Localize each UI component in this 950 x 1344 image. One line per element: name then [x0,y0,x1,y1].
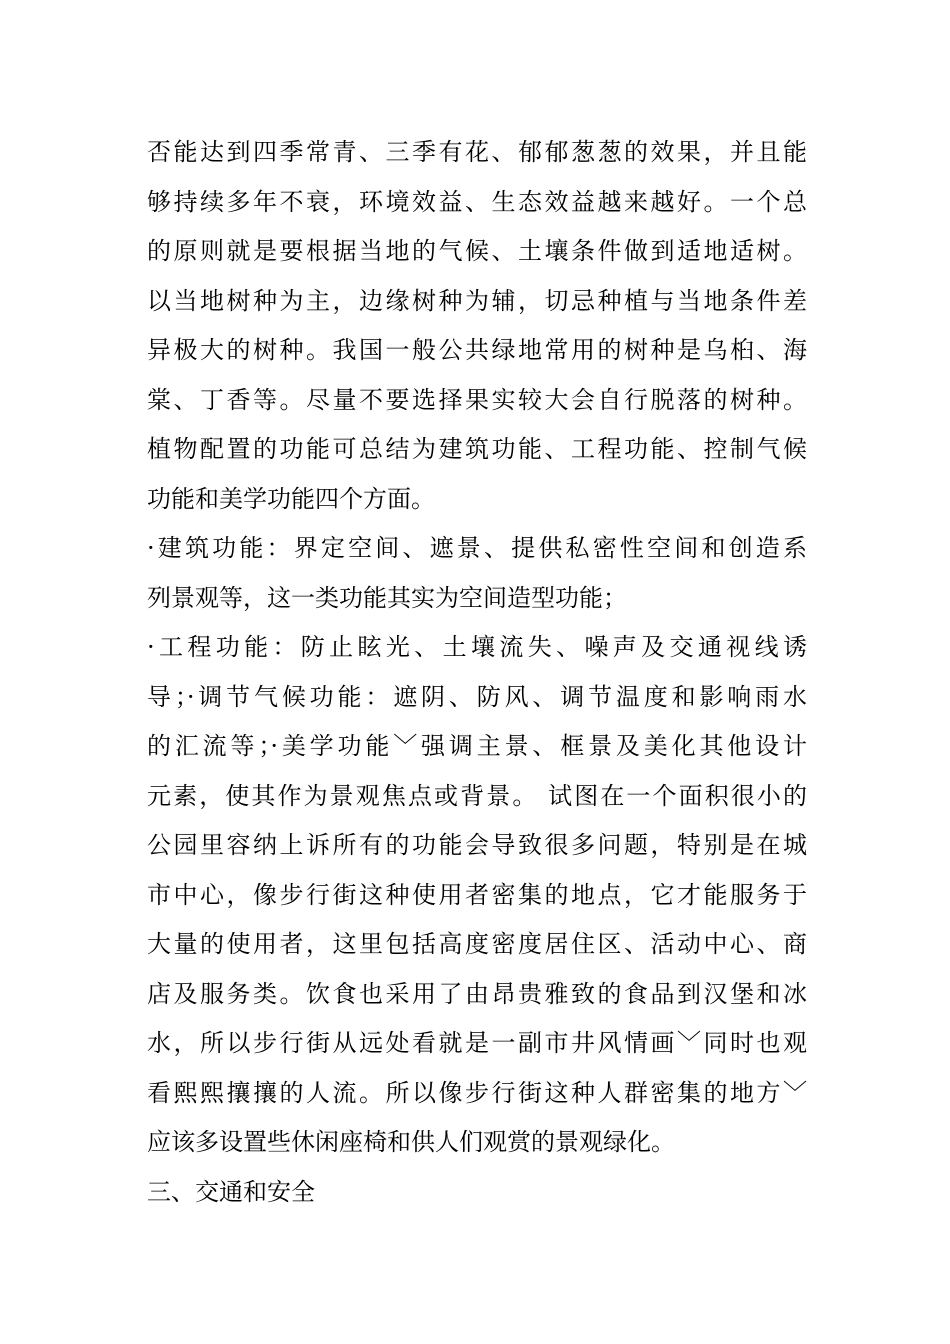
text-line: 列景观等，这一类功能其实为空间造型功能； [147,583,627,612]
text-line: 够持续多年不衰，环境效益、生态效益越来越好。一个总 [147,187,807,216]
text-line: 的原则就是要根据当地的气候、土壤条件做到适地适树。 [147,237,807,265]
section-heading: 三、交通和安全 [147,1177,315,1206]
text-line: 元素，使其作为景观焦点或背景。 试图在一个面积很小的 [147,781,807,810]
text-line: 棠、丁香等。尽量不要选择果实较大会自行脱落的树种。 [147,385,807,414]
text-line: 以当地树种为主，边缘树种为辅，切忌种植与当地条件差 [147,286,807,315]
text-line: ·建筑功能：界定空间、遮景、提供私密性空间和创造系 [147,534,807,562]
text-line: 市中心，像步行街这种使用者密集的地点，它才能服务于 [147,880,807,909]
text-line: 看熙熙攘攘的人流。所以像步行街这种人群密集的地方﹀ [147,1078,807,1107]
text-line: 否能达到四季常青、三季有花、郁郁葱葱的效果，并且能 [147,138,807,166]
text-line: 植物配置的功能可总结为建筑功能、工程功能、控制气候 [147,435,807,463]
text-line: 应该多设置些休闲座椅和供人们观赏的景观绿化。 [147,1128,675,1156]
text-line: ·工程功能：防止眩光、土壤流失、噪声及交通视线诱 [147,633,807,661]
text-line: 的汇流等；·美学功能﹀强调主景、框景及美化其他设计 [147,732,807,760]
text-line: 店及服务类。饮食也采用了由昂贵雅致的食品到汉堡和冰 [147,979,807,1008]
text-line: 水，所以步行街从远处看就是一副市井风情画﹀同时也观 [147,1029,807,1057]
text-line: 功能和美学功能四个方面。 [147,484,435,513]
text-line: 异极大的树种。我国一般公共绿地常用的树种是乌桕、海 [147,336,807,364]
text-line: 公园里容纳上诉所有的功能会导致很多问题，特别是在城 [147,831,807,859]
text-line: 大量的使用者，这里包括高度密度居住区、活动中心、商 [147,930,807,958]
body-text [147,128,807,1217]
text-line: 导；·调节气候功能：遮阴、防风、调节温度和影响雨水 [147,682,807,711]
